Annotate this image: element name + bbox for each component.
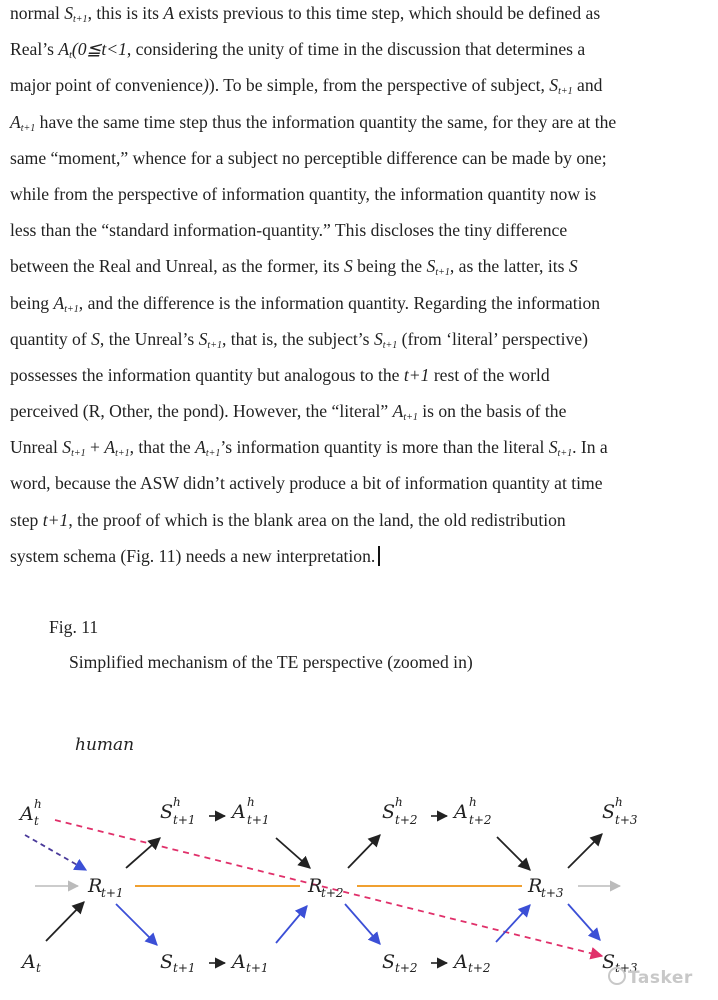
svg-text:R: R <box>88 875 103 897</box>
svg-text:t+1: t+1 <box>246 961 269 975</box>
svg-text:t: t <box>34 814 39 828</box>
text-line: $A_{t+1}$ have the same time step thus the information quantity the same, for they are at the <box>10 111 617 134</box>
svg-text:t+2: t+2 <box>395 961 418 975</box>
svg-text:t+1: t+1 <box>173 961 196 975</box>
text-line: between the Real and Unreal, as the former, its S being the $S_{t+1}$, as the latter, its S <box>10 256 578 279</box>
svg-text:A: A <box>232 801 246 823</box>
human-label: human <box>75 735 135 755</box>
text-line: Unreal $S_{t+1} + A_{t+1}$, that the $A_{t+1}’s$ information quantity is more than the literal $S_{t+1}$. In a <box>10 437 608 460</box>
watermark-logo-icon <box>608 967 626 985</box>
node-a-t <box>20 951 41 975</box>
node-ah-t2 <box>452 795 492 827</box>
blue-arrow-a1-r2 <box>276 906 307 943</box>
svg-text:R: R <box>308 875 323 897</box>
text-line: perceived (R, Other, the pond). However, the “literal” $A_{t+1}$ is on the basis of the <box>10 401 567 424</box>
main-paragraph <box>10 0 710 574</box>
svg-text:S: S <box>160 951 174 973</box>
tasker-watermark: Tasker <box>608 967 693 988</box>
node-sh-t1 <box>160 795 196 827</box>
dashed-arrow-ah-r1 <box>25 835 86 870</box>
svg-text:A: A <box>454 801 468 823</box>
blue-arrow-r2-s2 <box>345 904 380 944</box>
svg-text:h: h <box>615 795 623 809</box>
text-line: quantity of S, the Unreal’s $S_{t+1}$, that is, the subject’s $S_{t+1}$ (from ‘literal’ perspective) <box>10 328 588 351</box>
svg-text:A: A <box>454 951 468 973</box>
text-line: less than the “standard information-quantity.” This discloses the tiny difference <box>10 220 568 241</box>
text-cursor[interactable] <box>378 546 380 566</box>
node-s-t1 <box>160 951 196 975</box>
arrow-at-r1 <box>46 902 84 941</box>
text-line: being $A_{t+1}$, and the difference is the information quantity. Regarding the information <box>10 292 601 315</box>
svg-text:S: S <box>382 801 396 823</box>
node-r-t1 <box>87 875 124 900</box>
svg-text:t+1: t+1 <box>173 813 196 827</box>
node-sh-t3 <box>602 795 638 827</box>
figure-caption: Simplified mechanism of the TE perspective (zoomed in) <box>69 652 473 672</box>
text-line: Real’s $A_t(0≦t<1$, considering the unity of time in the discussion that determines a <box>10 39 586 62</box>
arrow-ah2-r3 <box>497 837 530 870</box>
svg-text:h: h <box>247 795 255 809</box>
svg-text:S: S <box>160 801 174 823</box>
text-line: possesses the information quantity but analogous to the t+1 rest of the world <box>10 364 550 385</box>
svg-text:h: h <box>173 795 181 809</box>
svg-text:S: S <box>382 951 396 973</box>
svg-text:t+3: t+3 <box>615 813 638 827</box>
node-ah-t1 <box>230 795 270 827</box>
svg-text:h: h <box>469 795 477 809</box>
text-line: normal $S_{t+1}$, this is its A exists previous to this time step, which should be defined as <box>10 3 601 25</box>
node-ah-t <box>18 797 42 828</box>
text-line: major point of convenience)). To be simple, from the perspective of subject, $S_{t+1}$ and <box>10 75 603 98</box>
svg-text:t+3: t+3 <box>615 961 638 975</box>
svg-text:A: A <box>232 951 246 973</box>
svg-text:R: R <box>528 875 543 897</box>
svg-text:t+2: t+2 <box>321 886 344 900</box>
text-line: while from the perspective of information quantity, the information quantity now is <box>10 183 597 204</box>
figure-label: Fig. 11 <box>49 617 99 637</box>
svg-text:t: t <box>36 961 41 975</box>
svg-text:t+2: t+2 <box>469 813 492 827</box>
blue-arrow-r3-s3 <box>568 904 600 940</box>
svg-text:t+2: t+2 <box>468 961 491 975</box>
document-body <box>10 0 710 574</box>
svg-text:S: S <box>602 801 616 823</box>
svg-text:A: A <box>22 951 36 973</box>
svg-text:S: S <box>602 951 616 973</box>
blue-arrow-r1-s1 <box>116 904 157 945</box>
node-r-t3 <box>527 875 564 900</box>
svg-text:t+1: t+1 <box>101 886 124 900</box>
node-r-t2 <box>307 875 344 900</box>
node-a-t2 <box>452 951 491 975</box>
node-s-t2 <box>382 951 418 975</box>
svg-text:t+1: t+1 <box>247 813 270 827</box>
text-line: same “moment,” whence for a subject no perceptible difference can be made by one; <box>10 147 607 168</box>
svg-text:h: h <box>395 795 403 809</box>
svg-text:t+3: t+3 <box>541 886 564 900</box>
text-line: system schema (Fig. 11) needs a new interpretation. <box>10 538 710 574</box>
svg-text:h: h <box>34 797 42 811</box>
text-line: word, because the ASW didn’t actively produce a bit of information quantity at time <box>10 473 603 494</box>
arrow-r2-sh2 <box>348 835 380 868</box>
mechanism-diagram <box>0 720 718 1000</box>
svg-text:t+2: t+2 <box>395 813 418 827</box>
svg-text:A: A <box>20 803 34 825</box>
text-line: step t+1, the proof of which is the blank area on the land, the old redistribution <box>10 509 566 530</box>
arrow-ah1-r2 <box>276 838 310 868</box>
arrow-r3-sh3 <box>568 834 602 868</box>
node-a-t1 <box>230 951 269 975</box>
node-sh-t2 <box>382 795 418 827</box>
